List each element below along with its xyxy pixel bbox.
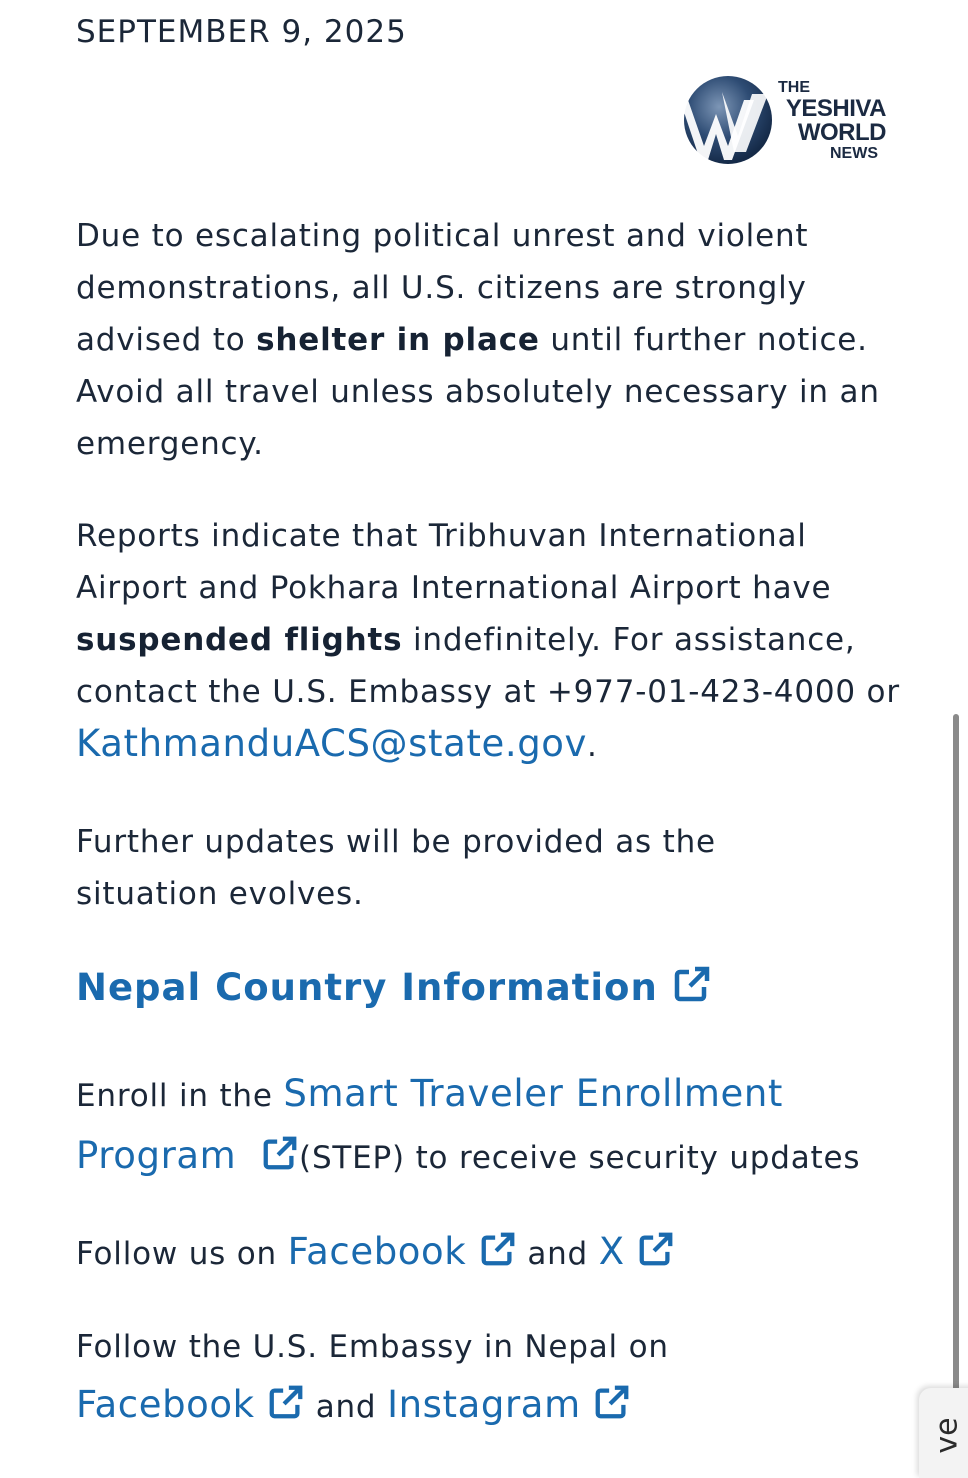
external-link-icon [637,1230,675,1268]
airport-paragraph [76,510,906,772]
shelter-text-1: Due to escalating political unrest and violent demonstrations, all U.S. citizens are strongly advised to [76,218,809,358]
airport-text-3: . [587,728,598,764]
follow-embassy-paragraph [76,1318,716,1436]
updates-paragraph: Further updates will be provided as the situation evolves. [76,824,716,912]
embassy-email-link[interactable]: KathmanduACS@state.gov [76,722,588,765]
facebook-link-label: Facebook [287,1230,467,1273]
embassy-instagram-label: Instagram [387,1383,581,1426]
external-link-icon [261,1134,299,1172]
step-text-2: (STEP) to receive security updates [299,1140,861,1176]
article-date: SEPTEMBER 9, 2025 [76,14,407,50]
embassy-facebook-link[interactable] [76,1383,305,1426]
scrollbar-thumb[interactable] [953,714,959,1466]
airport-text-1: Reports indicate that Tribhuvan International Airport and Pokhara International Airport have [76,518,832,606]
logo-wordmark [776,80,886,162]
follow-embassy-text: Follow the U.S. Embassy in Nepal on [76,1329,669,1365]
and-text: and [527,1236,589,1272]
embassy-instagram-link[interactable] [387,1383,631,1426]
logo-globe-icon [682,74,776,166]
step-text-1: Enroll in the [76,1078,284,1114]
yeshiva-world-news-logo[interactable] [682,74,892,166]
floating-side-button-label: ve [929,1417,965,1454]
step-link-label: Smart Traveler Enrollment Program [76,1072,783,1177]
logo-line-the: THE [778,79,810,96]
external-link-icon [672,964,712,1004]
step-paragraph [76,1064,906,1188]
logo-line-news: NEWS [830,145,878,162]
shelter-paragraph [76,210,896,470]
x-link[interactable] [599,1230,675,1273]
external-link-icon [267,1383,305,1421]
shelter-text-2: until further notice. Avoid all travel unless absolutely necessary in an emergency. [76,322,880,462]
facebook-link[interactable] [288,1230,517,1273]
nepal-country-info-link[interactable] [76,964,712,1009]
external-link-icon [593,1383,631,1421]
logo-line-world: WORLD [797,119,886,146]
airport-text-2: indefinitely. For assistance, contact the U.S. Embassy at +977-01-423-4000 or [76,622,900,710]
floating-side-button[interactable] [919,1388,968,1478]
and-text: and [315,1389,377,1425]
shelter-bold: shelter in place [256,322,540,358]
logo-line-yeshiva: YESHIVA [785,95,886,122]
nepal-country-info-label: Nepal Country Information [76,966,658,1009]
embassy-facebook-label: Facebook [76,1383,255,1426]
follow-us-text: Follow us on [76,1236,288,1272]
airport-bold: suspended flights [76,622,403,658]
follow-us-paragraph [76,1224,896,1282]
external-link-icon [479,1230,517,1268]
x-link-label: X [598,1230,625,1273]
